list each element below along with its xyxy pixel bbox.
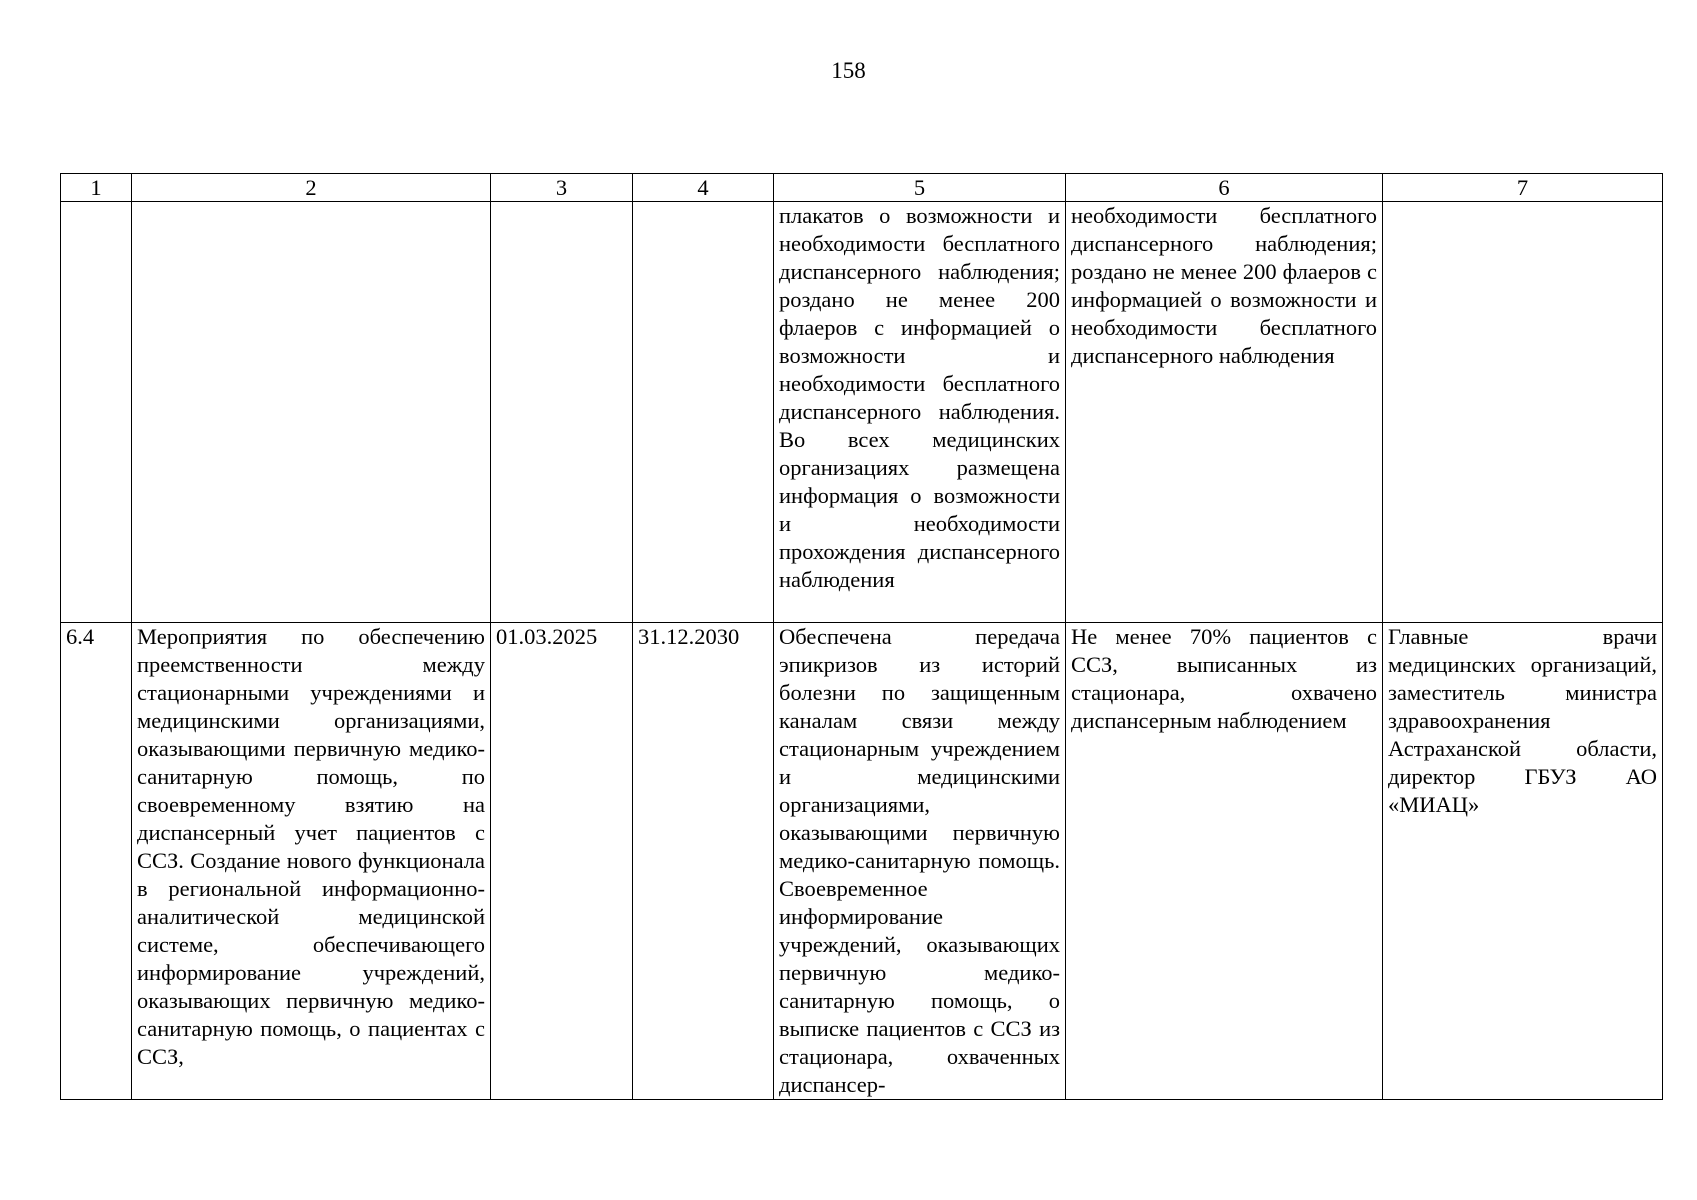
cell-item-number [61, 202, 132, 623]
cell-activity: Мероприятия по обеспечению преемственности между стационарными учреждениями и медицинскими организациями, оказывающими первичную медико-санитарную помощь, по своевременному взятию на диспансерный учет пациентов с ССЗ. Создание нового функционала в региональной информационно-аналитической медицинской системе, обеспечивающего информирование учреждений, оказывающих первичную медико-санитарную помощь, о пациентах с ССЗ, [132, 623, 491, 1100]
column-header-4: 4 [633, 174, 774, 202]
column-header-3: 3 [491, 174, 633, 202]
cell-end-date [633, 202, 774, 623]
column-header-6: 6 [1066, 174, 1383, 202]
cell-item-number: 6.4 [61, 623, 132, 1100]
column-number-header-row [61, 174, 1663, 202]
cell-responsible [1383, 202, 1663, 623]
column-header-5: 5 [774, 174, 1066, 202]
cell-responsible: Главные врачи медицинских организаций, заместитель министра здравоохранения Астраханской области, директор ГБУЗ АО «МИАЦ» [1383, 623, 1663, 1100]
table-row [61, 202, 1663, 623]
cell-start-date: 01.03.2025 [491, 623, 633, 1100]
cell-result: Обеспечена передача эпикризов из историй болезни по защищенным каналам связи между стационарным учреждением и медицинскими организациями, оказывающими первичную медико-санитарную помощь. Своевременное информирование учреждений, оказывающих первичную медико-санитарную помощь, о выписке пациентов с ССЗ из стационара, охваченных диспансер- [774, 623, 1066, 1100]
column-header-2: 2 [132, 174, 491, 202]
cell-start-date [491, 202, 633, 623]
column-header-1: 1 [61, 174, 132, 202]
column-header-7: 7 [1383, 174, 1663, 202]
cell-end-date: 31.12.2030 [633, 623, 774, 1100]
measures-table [60, 173, 1663, 1100]
table-row [61, 623, 1663, 1100]
page-number: 158 [831, 58, 866, 83]
cell-indicator: необходимости бесплатного диспансерного наблюдения; роздано не менее 200 флаеров с информацией о возможности и необходимости бесплатного диспансерного наблюдения [1066, 202, 1383, 623]
cell-activity [132, 202, 491, 623]
cell-indicator: Не менее 70% пациентов с ССЗ, выписанных из стационара, охвачено диспансерным наблюдением [1066, 623, 1383, 1100]
cell-result: плакатов о возможности и необходимости бесплатного диспансерного наблюдения; роздано не менее 200 флаеров с информацией о возможности и необходимости бесплатного диспансерного наблюдения. Во всех медицинских организациях размещена информация о возможности и необходимости прохождения диспансерного наблюдения [774, 202, 1066, 623]
